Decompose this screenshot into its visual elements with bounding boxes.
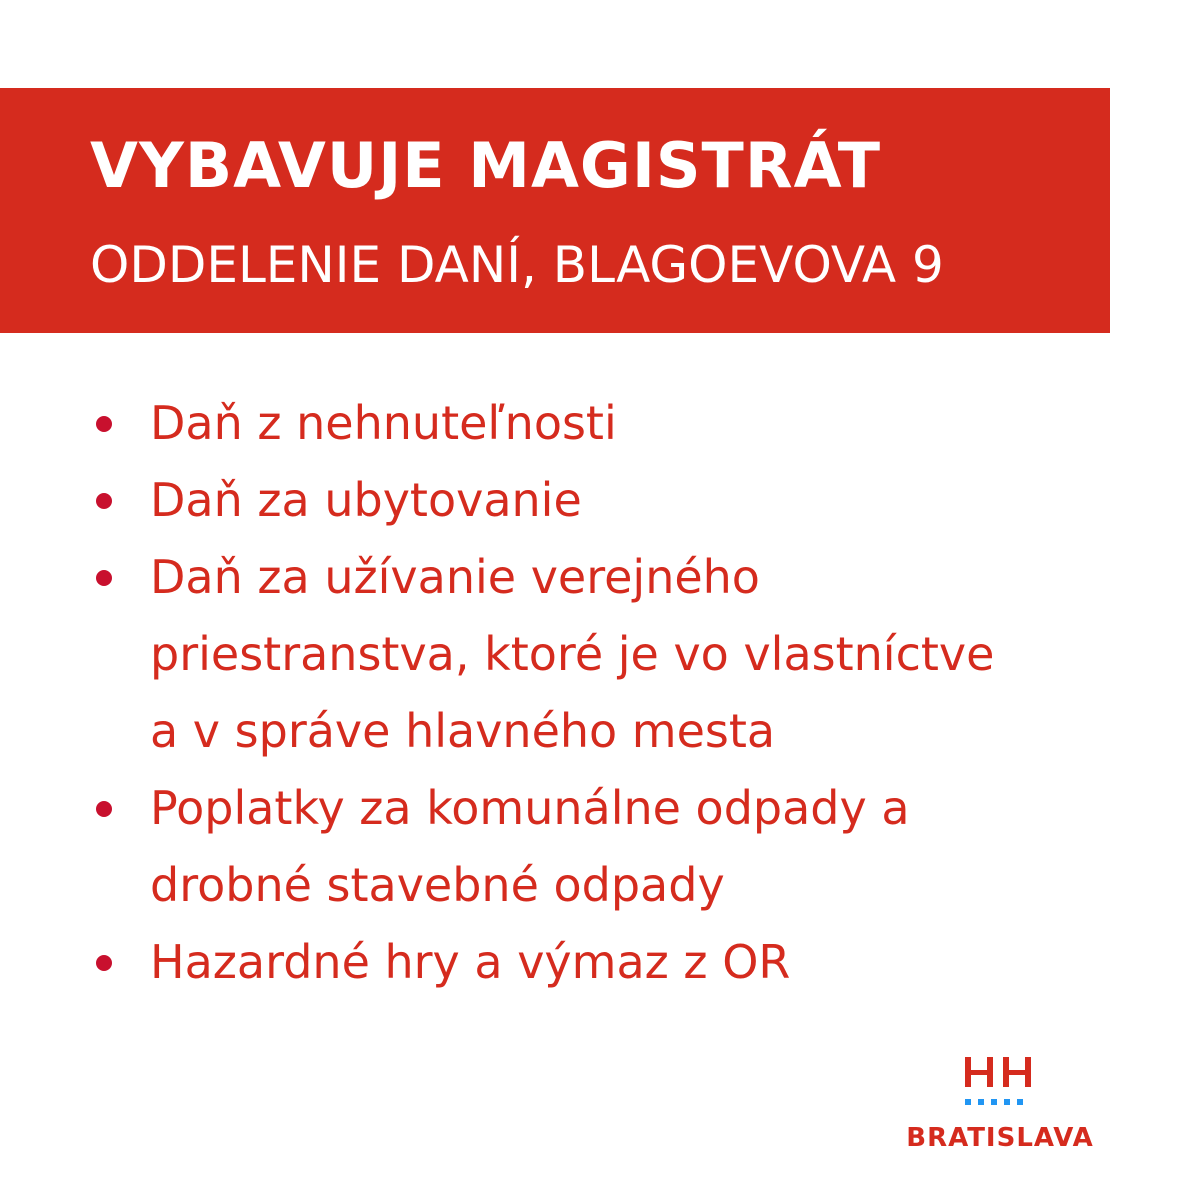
list-item-line: drobné stavebné odpady xyxy=(150,858,725,912)
page-title: VYBAVUJE MAGISTRÁT xyxy=(90,129,882,202)
bullet-icon xyxy=(96,570,112,586)
bratislava-logo xyxy=(885,1055,1115,1155)
bullet-icon xyxy=(96,955,112,971)
bullet-icon xyxy=(96,801,112,817)
bullet-icon xyxy=(96,493,112,509)
list-item-line: priestranstva, ktoré je vo vlastníctve xyxy=(150,627,995,681)
bratislava-castle-logo-icon xyxy=(963,1055,1033,1115)
logo-text: BRATISLAVA xyxy=(906,1123,1094,1153)
page-subtitle: ODDELENIE DANÍ, BLAGOEVOVA 9 xyxy=(90,236,944,294)
list-item-line: Daň z nehnuteľnosti xyxy=(150,396,617,450)
list-item-line: Poplatky za komunálne odpady a xyxy=(150,781,910,835)
list-item-line: a v správe hlavného mesta xyxy=(150,704,776,758)
list-item-line: Hazardné hry a výmaz z OR xyxy=(150,935,791,989)
list-item-line: Daň za ubytovanie xyxy=(150,473,582,527)
bullet-icon xyxy=(96,416,112,432)
list-item-line: Daň za užívanie verejného xyxy=(150,550,760,604)
